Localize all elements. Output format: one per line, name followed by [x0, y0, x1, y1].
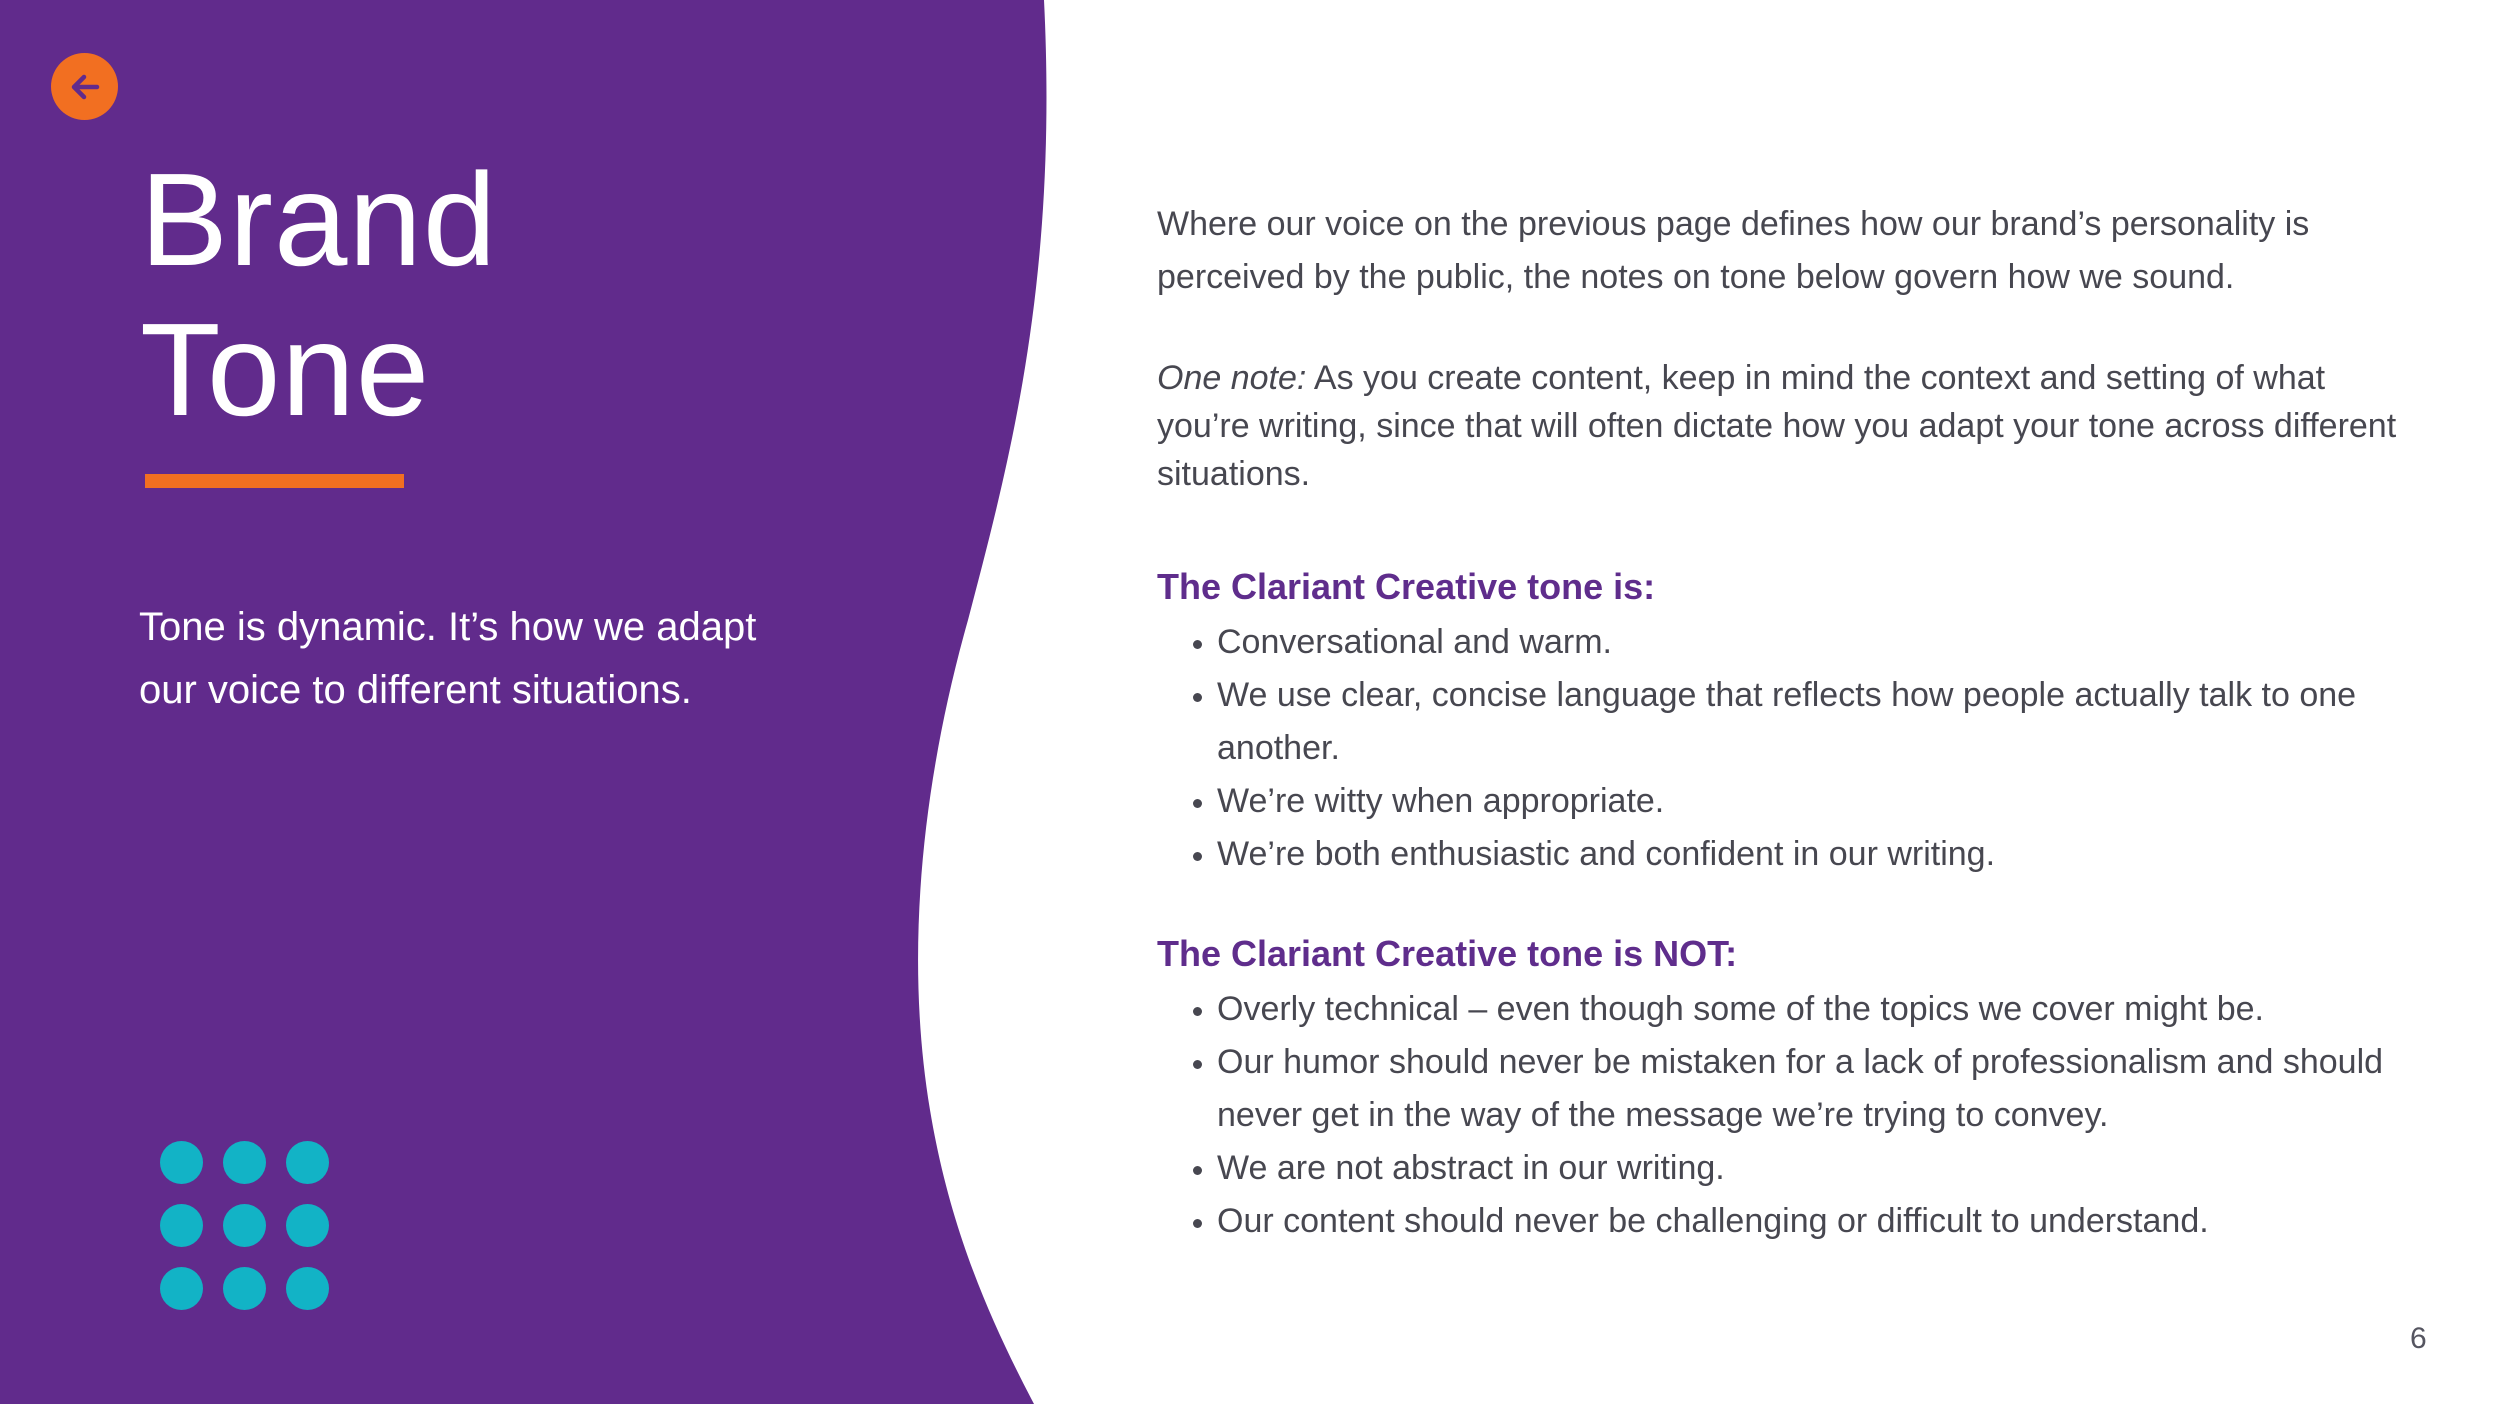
dot — [160, 1267, 203, 1310]
intro-line1: Tone is dynamic. It’s how we adapt — [139, 605, 757, 649]
dot — [223, 1204, 266, 1247]
tone-is-not-heading: The Clariant Creative tone is NOT: — [1157, 933, 1738, 974]
list-item: • We use clear, concise language that reflects how people actually talk to one another. — [1217, 669, 2407, 775]
intro-text — [139, 596, 839, 722]
tone-is-list — [1157, 616, 2407, 881]
list-item: • We’re both enthusiastic and confident in our writing. — [1217, 828, 2407, 881]
note-text: As you create content, keep in mind the context and setting of what you’re writing, since that will often dictate how you adapt your tone across different situations. — [1157, 359, 2397, 493]
note-label: One note: — [1157, 359, 1307, 397]
list-item: • Our content should never be challenging or difficult to understand. — [1217, 1195, 2407, 1248]
dot — [286, 1141, 329, 1184]
dot — [223, 1141, 266, 1184]
title-underline — [145, 474, 404, 488]
page-number: 6 — [2410, 1322, 2427, 1355]
page-title-line1: Brand — [140, 146, 498, 293]
dot — [160, 1141, 203, 1184]
page-title — [140, 145, 497, 445]
tone-is-not-list — [1157, 983, 2407, 1248]
tone-is-heading: The Clariant Creative tone is: — [1157, 566, 1656, 607]
back-button[interactable] — [51, 53, 118, 120]
list-item: • Overly technical – even though some of the topics we cover might be. — [1217, 983, 2407, 1036]
list-item: • Our humor should never be mistaken for a lack of professionalism and should never get in the way of the message we’re trying to convey. — [1217, 1036, 2407, 1142]
dot — [160, 1204, 203, 1247]
arrow-left-icon — [65, 67, 105, 107]
dot — [286, 1267, 329, 1310]
dot — [286, 1204, 329, 1247]
main-content — [1157, 198, 2407, 1248]
dot-grid-icon — [160, 1141, 330, 1311]
page-title-line2: Tone — [140, 296, 431, 443]
list-item: • We are not abstract in our writing. — [1217, 1142, 2407, 1195]
intro-paragraph: Where our voice on the previous page defines how our brand’s personality is perceived by the public, the notes on tone below govern how we sound. — [1157, 205, 2310, 296]
dot — [223, 1267, 266, 1310]
intro-line2: our voice to different situations. — [139, 668, 692, 712]
list-item: • Conversational and warm. — [1217, 616, 2407, 669]
note-paragraph — [1157, 354, 2407, 498]
list-item: • We’re witty when appropriate. — [1217, 775, 2407, 828]
